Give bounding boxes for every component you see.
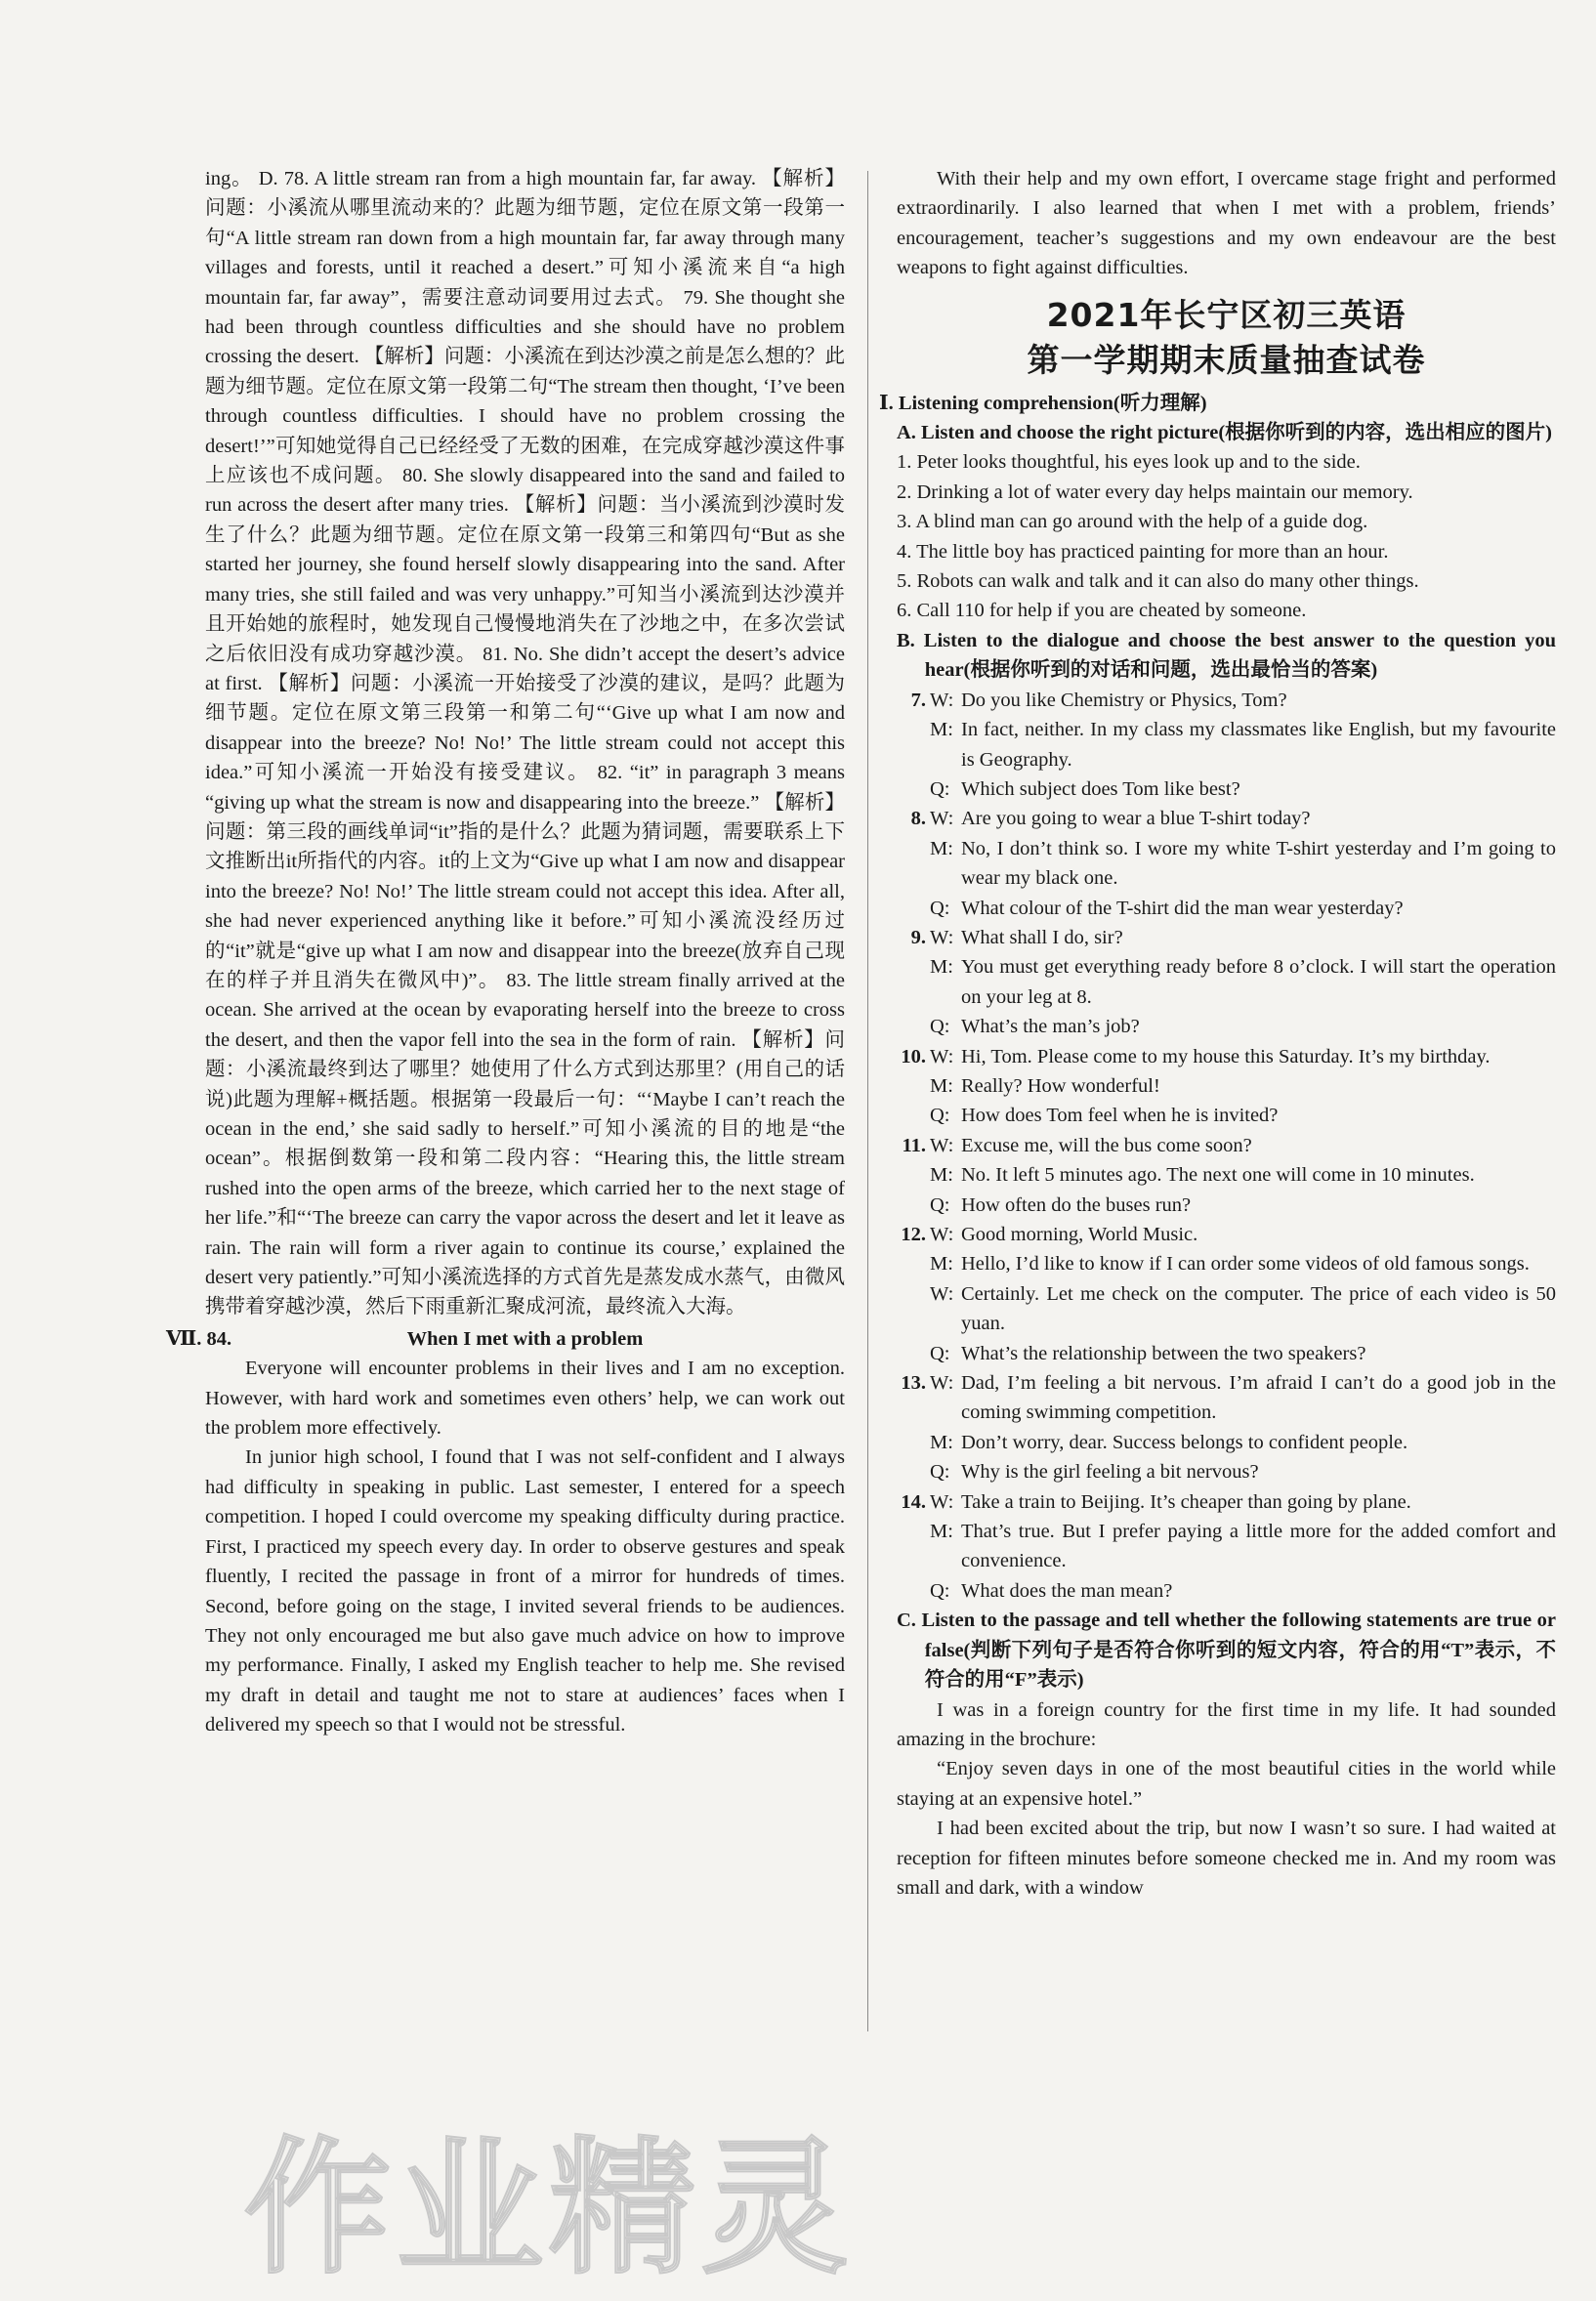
speaker-label: M: bbox=[930, 1253, 953, 1276]
dialogue-line bbox=[897, 1279, 1556, 1339]
speaker-label: Q: bbox=[930, 1193, 950, 1216]
dialogue-text: How often do the buses run? bbox=[961, 1193, 1192, 1216]
dialogue-text: Certainly. Let me check on the computer. The price of each video is 50 yuan. bbox=[961, 1282, 1556, 1335]
dialogue-line bbox=[897, 1517, 1556, 1576]
watermark-logo: 作业精灵 bbox=[244, 2124, 855, 2294]
dialogue-text: No, I don’t think so. I wore my white T-shirt yesterday and I’m going to wear my black one. bbox=[961, 837, 1556, 890]
dialogue-text: What does the man mean? bbox=[961, 1579, 1173, 1602]
speaker-label: M: bbox=[930, 1521, 953, 1543]
dialogue-line bbox=[897, 1487, 1556, 1517]
dialogue-text: Do you like Chemistry or Physics, Tom? bbox=[961, 689, 1287, 711]
question-number bbox=[897, 952, 926, 1012]
dialogue-text: Hi, Tom. Please come to my house this Saturday. It’s my birthday. bbox=[961, 1045, 1491, 1067]
column-divider bbox=[867, 171, 868, 2031]
dialogue-line bbox=[897, 1131, 1556, 1160]
dialogue-line bbox=[897, 1191, 1556, 1220]
question-number: 10. bbox=[901, 1045, 926, 1067]
dialogue-text: What’s the man’s job? bbox=[961, 1016, 1140, 1038]
speaker-label: Q: bbox=[930, 897, 950, 919]
question-number bbox=[897, 1279, 926, 1339]
listening-item: 5. Robots can walk and talk and it can also do many other things. bbox=[897, 570, 1419, 593]
dialogue-line bbox=[897, 1220, 1556, 1249]
question-number: 9. bbox=[910, 926, 926, 948]
essay-title: When I met with a problem bbox=[406, 1327, 644, 1350]
part-a-heading: A. Listen and choose the right picture(根据你听到的内容，选出相应的图片) bbox=[897, 422, 1552, 444]
dialogue-line bbox=[897, 1428, 1556, 1457]
speaker-label: Q: bbox=[930, 1461, 950, 1484]
speaker-label: W: bbox=[930, 689, 954, 711]
speaker-label: Q: bbox=[930, 1579, 950, 1602]
essay-heading bbox=[166, 1324, 845, 1354]
listening-item: 3. A blind man can go around with the help of a guide dog. bbox=[897, 511, 1368, 533]
essay-paragraph: Everyone will encounter problems in their lives and I am no exception. However, with hard work and sometimes even others’ help, we can work out the problem more effectively. bbox=[205, 1358, 845, 1440]
dialogue-line bbox=[897, 952, 1556, 1012]
speaker-label: W: bbox=[930, 926, 954, 948]
essay-number: Ⅶ. 84. bbox=[166, 1327, 232, 1350]
speaker-label: M: bbox=[930, 1164, 953, 1187]
speaker-label: W: bbox=[930, 1045, 954, 1067]
dialogue-text: Dad, I’m feeling a bit nervous. I’m afraid I can’t do a good job in the coming swimming competition. bbox=[961, 1372, 1556, 1424]
speaker-label: W: bbox=[930, 1372, 954, 1395]
dialogue-text: What’s the relationship between the two speakers? bbox=[961, 1342, 1366, 1364]
speaker-label: W: bbox=[930, 1282, 954, 1305]
answer-explanations: ing。 D. 78. A little stream ran from a high mountain far, far away. 【解析】问题：小溪流从哪里流动来的？此题为细节题，定位在原文第一段第一句“A little stream ran down from a high mountain far, far away through many villages and forests, until it reached a desert.”可知小溪流来自“a high mountain far, far away”，需要注意动词要用过去式。 79. She thought she had been through countless difficulties and she should have no problem crossing the desert. 【解析】问题：小溪流在到达沙漠之前是怎么想的？此题为细节题。定位在原文第一段第二句“The stream then thought, ‘I’ve been through countless difficulties. I should have no problem crossing the desert!’”可知她觉得自己已经经受了无数的困难，在完成穿越沙漠这件事上应该也不成问题。 80. She slowly disappeared into the sand and failed to run across the desert after many tries. 【解析】问题：当小溪流到沙漠时发生了什么？此题为细节题。定位在原文第一段第三和第四句“But as she started her journey, she found herself slowly disappearing into the sand. After many tries, she still failed and was very unhappy.”可知当小溪流到达沙漠并且开始她的旅程时，她发现自己慢慢地消失在了沙地之中，在多次尝试之后依旧没有成功穿越沙漠。 81. No. She didn’t accept the desert’s advice at first. 【解析】问题：小溪流一开始接受了沙漠的建议，是吗？此题为细节题。定位在原文第三段第一和第二句“‘Give up what I am now and disappear into the breeze? No! No!’ The little stream could not accept this idea.”可知小溪流一开始没有接受建议。 82. “it” in paragraph 3 means “giving up what the stream is now and disappearing into the breeze.” 【解析】问题：第三段的画线单词“it”指的是什么？此题为猜词题，需要联系上下文推断出it所指代的内容。it的上文为“Give up what I am now and disappear into the breeze? No! No!’ The little stream could not accept this idea. After all, she had never experienced anything like it before.”可知小溪流没经历过的“it”就是“give up what I am now and disappear into the breeze(放弃自己现在的样子并且消失在微风中)”。 83. The little stream finally arrived at the ocean. She arrived at the ocean by evaporating herself into the breeze to cross the desert, and then the vapor fell into the sea in the form of rain. 【解析】问题：小溪流最终到达了哪里？她使用了什么方式到达那里？(用自己的话说)此题为理解+概括题。根据第一段最后一句：“‘Maybe I can’t reach the ocean in the end,’ she said sadly to herself.”可知小溪流的目的地是“the ocean”。根据倒数第一段和第二段内容：“Hearing this, the little stream rushed into the open arms of the breeze, which carried her to the next stage of her life.”和“‘The breeze can carry the vapor across the desert and let it leave as rain. The rain will form a river again to continue its course,’ explained the desert very patiently.”可知小溪流选择的方式首先是蒸发成水蒸气，由微风携带着穿越沙漠，然后下雨重新汇聚成河流，最终流入大海。 bbox=[205, 168, 845, 1318]
dialogue-line bbox=[897, 1339, 1556, 1368]
passage-paragraph: “Enjoy seven days in one of the most beautiful cities in the world while staying at an expensive hotel.” bbox=[897, 1758, 1556, 1810]
passage bbox=[897, 1695, 1556, 1904]
exam-title: 2021年长宁区初三英语 bbox=[1046, 295, 1407, 334]
dialogue-text: What colour of the T-shirt did the man wear yesterday? bbox=[961, 897, 1404, 919]
dialogue-line bbox=[897, 894, 1556, 923]
passage-paragraph: I had been excited about the trip, but now I wasn’t so sure. I had waited at reception for fifteen minutes before someone checked me in. And my room was small and dark, with a window bbox=[897, 1818, 1556, 1899]
question-number bbox=[897, 715, 926, 774]
dialogue-line bbox=[897, 1249, 1556, 1278]
speaker-label: Q: bbox=[930, 1105, 950, 1127]
right-column bbox=[879, 164, 1556, 1903]
speaker-label: M: bbox=[930, 956, 953, 979]
dialogue-line bbox=[897, 834, 1556, 894]
dialogue-text: Hello, I’d like to know if I can order some videos of old famous songs. bbox=[961, 1253, 1530, 1276]
speaker-label: M: bbox=[930, 1074, 953, 1097]
left-column bbox=[166, 164, 845, 1740]
dialogue-text: Take a train to Beijing. It’s cheaper than going by plane. bbox=[961, 1490, 1411, 1513]
speaker-label: W: bbox=[930, 1224, 954, 1245]
part-c-heading: C. Listen to the passage and tell whether the following statements are true or false(判断下列句子是否符合你听到的短文内容，符合的用“T”表示，不符合的用“F”表示) bbox=[897, 1610, 1556, 1692]
dialogue-text: Which subject does Tom like best? bbox=[961, 777, 1240, 800]
dialogue-text: Don’t worry, dear. Success belongs to confident people. bbox=[961, 1431, 1408, 1453]
speaker-label: M: bbox=[930, 719, 953, 741]
dialogue-text: Why is the girl feeling a bit nervous? bbox=[961, 1461, 1259, 1484]
dialogue-line bbox=[897, 1457, 1556, 1486]
question-number: 7. bbox=[910, 689, 926, 711]
dialogue-line bbox=[897, 1042, 1556, 1071]
question-number bbox=[897, 1012, 926, 1041]
question-number: 11. bbox=[902, 1134, 926, 1156]
speaker-label: Q: bbox=[930, 1016, 950, 1038]
question-number bbox=[897, 1101, 926, 1130]
question-number: 12. bbox=[901, 1224, 926, 1245]
question-number bbox=[897, 1517, 926, 1576]
dialogue-line bbox=[897, 1101, 1556, 1130]
question-number bbox=[897, 1428, 926, 1457]
question-number bbox=[897, 1191, 926, 1220]
question-number bbox=[897, 894, 926, 923]
speaker-label: M: bbox=[930, 1431, 953, 1453]
speaker-label: Q: bbox=[930, 1342, 950, 1364]
dialogue-line bbox=[897, 774, 1556, 804]
passage-paragraph: I was in a foreign country for the first time in my life. It had sounded amazing in the brochure: bbox=[897, 1698, 1556, 1750]
listening-item: 2. Drinking a lot of water every day helps maintain our memory. bbox=[897, 481, 1413, 503]
dialogue-line bbox=[897, 715, 1556, 774]
dialogue-line bbox=[897, 1368, 1556, 1428]
question-number: 14. bbox=[901, 1490, 926, 1513]
dialogue-text: No. It left 5 minutes ago. The next one will come in 10 minutes. bbox=[961, 1164, 1475, 1187]
essay-conclusion: With their help and my own effort, I overcame stage fright and performed extraordinarily. I also learned that when I met with a problem, friends’ encouragement, teacher’s suggestions and my own endeavour are the best weapons to fight against difficulties. bbox=[897, 168, 1556, 279]
speaker-label: M: bbox=[930, 837, 953, 859]
dialogue-list bbox=[897, 686, 1556, 1607]
dialogue-line bbox=[897, 804, 1556, 833]
dialogue-text: That’s true. But I prefer paying a little more for the added comfort and convenience. bbox=[961, 1521, 1556, 1572]
speaker-label: Q: bbox=[930, 777, 950, 800]
speaker-label: W: bbox=[930, 1134, 954, 1156]
question-number bbox=[897, 834, 926, 894]
dialogue-text: Good morning, World Music. bbox=[961, 1224, 1198, 1245]
speaker-label: W: bbox=[930, 1490, 954, 1513]
listening-item: 1. Peter looks thoughtful, his eyes look up and to the side. bbox=[897, 451, 1361, 474]
dialogue-text: Really? How wonderful! bbox=[961, 1074, 1160, 1097]
dialogue-line bbox=[897, 686, 1556, 715]
dialogue-text: Are you going to wear a blue T-shirt today? bbox=[961, 808, 1311, 830]
dialogue-line bbox=[897, 1071, 1556, 1101]
listening-item: 6. Call 110 for help if you are cheated by someone. bbox=[897, 600, 1307, 622]
question-number bbox=[897, 1249, 926, 1278]
part-b-heading: B. Listen to the dialogue and choose the best answer to the question you hear(根据你听到的对话和问题，选出最恰当的答案) bbox=[897, 629, 1556, 682]
dialogue-line bbox=[897, 1160, 1556, 1190]
question-number bbox=[897, 1160, 926, 1190]
exam-subtitle: 第一学期期末质量抽查试卷 bbox=[1027, 340, 1426, 379]
question-number bbox=[897, 1457, 926, 1486]
question-number bbox=[897, 1576, 926, 1606]
listening-item: 4. The little boy has practiced painting for more than an hour. bbox=[897, 540, 1389, 563]
part-a-items bbox=[897, 447, 1556, 625]
dialogue-text: How does Tom feel when he is invited? bbox=[961, 1105, 1279, 1127]
question-number bbox=[897, 1071, 926, 1101]
question-number: 8. bbox=[910, 808, 926, 830]
question-number bbox=[897, 1339, 926, 1368]
dialogue-line bbox=[897, 1576, 1556, 1606]
dialogue-text: What shall I do, sir? bbox=[961, 926, 1123, 948]
dialogue-line bbox=[897, 1012, 1556, 1041]
speaker-label: W: bbox=[930, 808, 954, 830]
exam-title-block bbox=[897, 293, 1556, 383]
dialogue-text: In fact, neither. In my class my classmates like English, but my favourite is Geography. bbox=[961, 719, 1556, 771]
question-number bbox=[897, 774, 926, 804]
essay-paragraph: In junior high school, I found that I was not self-confident and I always had difficulty in speaking in public. Last semester, I entered for a speech competition. I hoped I could overcome my speaking difficulty during practice. First, I practiced my speech every day. In order to observe gestures and speak fluently, I recited the passage in front of a mirror for hundreds of times. Second, before going on the stage, I invited several friends to be audiences. They not only encouraged me but also gave much advice on how to improve my performance. Finally, I asked my English teacher to help me. She revised my draft in detail and taught me not to stare at audiences’ faces when I delivered my speech so that I would not be stressful. bbox=[205, 1446, 845, 1736]
dialogue-text: You must get everything ready before 8 o’clock. I will start the operation on your leg at 8. bbox=[961, 956, 1556, 1008]
dialogue-line bbox=[897, 923, 1556, 952]
question-number: 13. bbox=[901, 1372, 926, 1395]
section-heading: Ⅰ. Listening comprehension(听力理解) bbox=[879, 392, 1207, 414]
dialogue-text: Excuse me, will the bus come soon? bbox=[961, 1134, 1252, 1156]
